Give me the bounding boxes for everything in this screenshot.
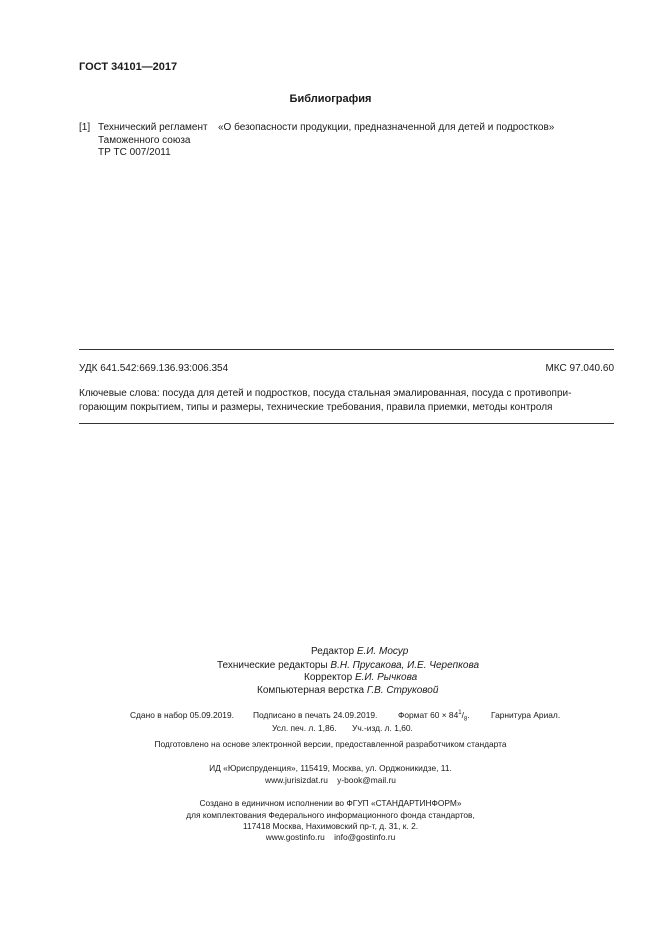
credit-name: В.Н. Прусакова, И.Е. Черепкова: [330, 660, 480, 671]
divider-bottom: [79, 423, 614, 424]
publisher-email-link[interactable]: y-book@mail.ru: [337, 775, 396, 785]
producer-site-link[interactable]: www.gostinfo.ru: [265, 832, 325, 842]
producer-contacts: [0, 832, 661, 842]
print-sheets: Усл. печ. л. 1,86.: [272, 723, 337, 733]
credit-name: Г.В. Струковой: [366, 685, 439, 696]
standard-code: ГОСТ 34101—2017: [79, 61, 178, 73]
credit-label: Редактор: [311, 646, 355, 657]
entry-type-line: Технический регламент: [98, 122, 208, 133]
producer-line: для комплектования Федерального информационного фонда стандартов,: [186, 810, 475, 820]
credit-name: Е.И. Рычкова: [354, 672, 418, 683]
credit-tech-editors: [217, 660, 479, 671]
credit-label: Корректор: [304, 672, 353, 683]
divider-top: [79, 349, 614, 350]
entry-type-line: Таможенного союза: [98, 135, 191, 146]
bibliography-title: Библиография: [289, 93, 372, 105]
producer-line: Создано в единичном исполнении во ФГУП «СТАНДАРТИНФОРМ»: [199, 798, 462, 808]
credit-layout: [257, 685, 438, 696]
producer-address: 117418 Москва, Нахимовский пр-т, д. 31, к. 2.: [242, 821, 419, 831]
prepared-note: Подготовлено на основе электронной версии, предоставленной разработчиком стандарта: [154, 739, 507, 749]
producer-email-link[interactable]: info@gostinfo.ru: [334, 832, 396, 842]
entry-type-line: ТР ТС 007/2011: [98, 147, 171, 158]
publisher-contacts: [0, 775, 661, 785]
mks-code: МКС 97.040.60: [545, 363, 614, 374]
credit-name: Е.И. Мосур: [356, 646, 409, 657]
credit-editor: [311, 646, 408, 657]
keywords-line: Ключевые слова: посуда для детей и подростков, посуда стальная эмалированная, посуда с противопри-: [79, 388, 572, 399]
publisher-address: ИД «Юриспруденция», 115419, Москва, ул. Орджоникидзе, 11.: [209, 763, 452, 773]
paper-format: Формат $60 \times 84^1/_8$.: [398, 710, 470, 723]
entry-number: [1]: [79, 122, 91, 133]
publisher-site-link[interactable]: www.jurisizdat.ru: [265, 775, 328, 785]
credit-corrector: [304, 672, 417, 683]
publishing-sheets: Уч.-изд. л. 1,60.: [352, 723, 413, 733]
submitted-date: Сдано в набор 05.09.2019.: [130, 710, 234, 720]
credit-label: Компьютерная верстка: [257, 685, 365, 696]
entry-title: «О безопасности продукции, предназначенной для детей и подростков»: [218, 122, 555, 133]
typeface: Гарнитура Ариал.: [491, 710, 561, 720]
credit-label: Технические редакторы: [217, 660, 328, 671]
signed-date: Подписано в печать 24.09.2019.: [253, 710, 378, 720]
keywords-line: горающим покрытием, типы и размеры, технические требования, правила приемки, методы контроля: [79, 402, 553, 413]
udc-code: УДК 641.542:669.136.93:006.354: [79, 363, 229, 374]
